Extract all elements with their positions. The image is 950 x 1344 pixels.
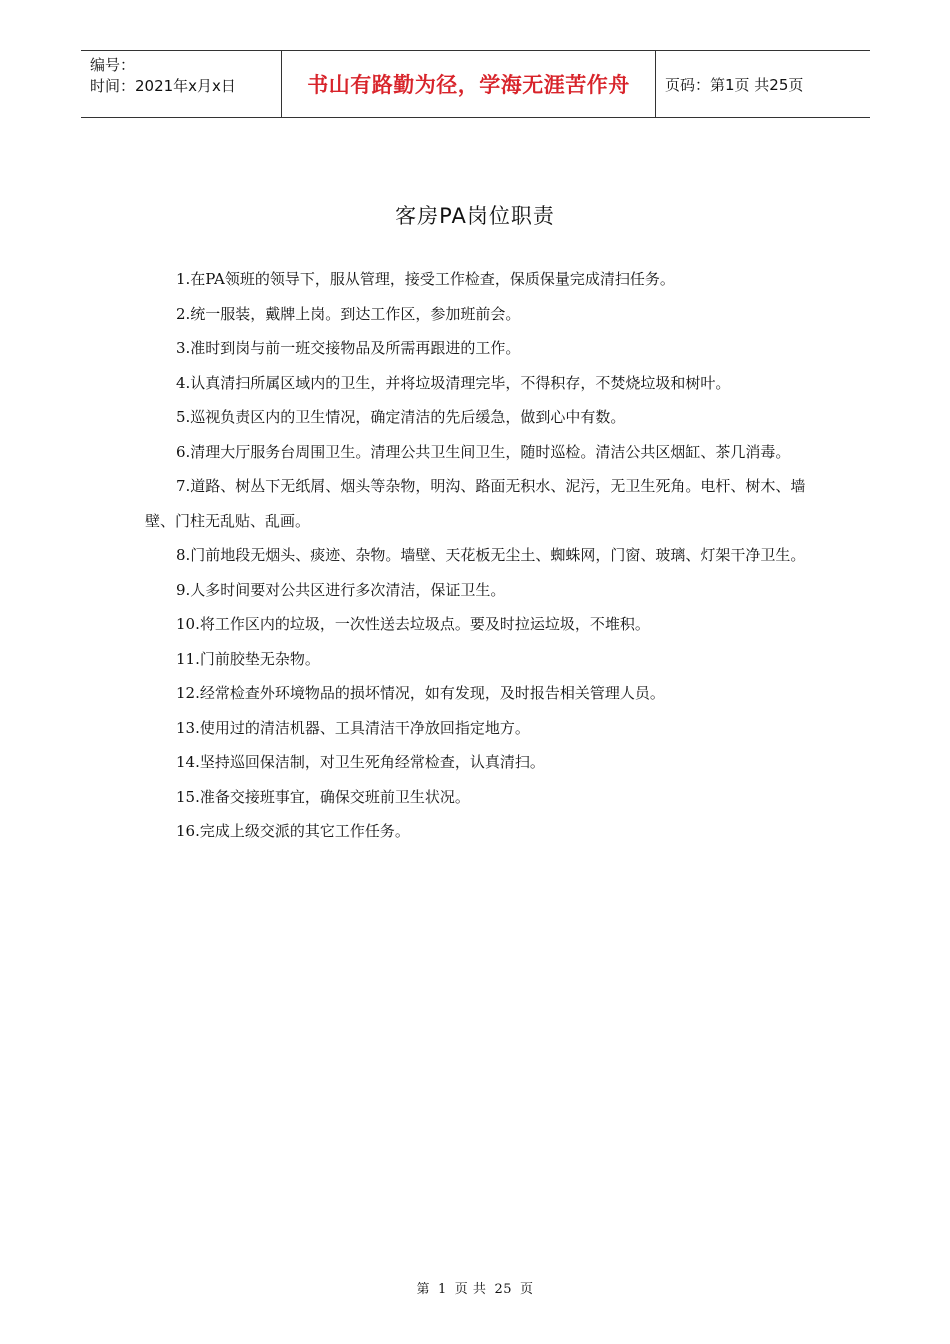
header-page-info: 页码：第1页 共25页 xyxy=(665,75,804,94)
time-label: 时间：2021年x月x日 xyxy=(90,77,236,95)
paragraph-12: 12.经常检查外环境物品的损坏情况，如有发现，及时报告相关管理人员。 xyxy=(176,684,665,702)
document-header xyxy=(81,50,870,118)
footer-page-mid: 页 共 xyxy=(454,1282,487,1297)
header-motto: 书山有路勤为径，学海无涯苦作舟 xyxy=(307,73,630,97)
footer-page-prefix: 第 xyxy=(416,1282,431,1297)
header-motto-cell xyxy=(282,51,656,117)
paragraph-14: 14.坚持巡回保洁制，对卫生死角经常检查，认真清扫。 xyxy=(176,753,545,771)
document-title: 客房PA岗位职责 xyxy=(395,204,555,228)
header-page-cell xyxy=(656,51,870,117)
paragraph-1: 1.在PA领班的领导下，服从管理，接受工作检查，保质保量完成清扫任务。 xyxy=(176,270,675,288)
paragraph-10: 10.将工作区内的垃圾，一次性送去垃圾点。要及时拉运垃圾，不堆积。 xyxy=(176,615,650,633)
paragraph-16: 16.完成上级交派的其它工作任务。 xyxy=(176,822,410,840)
paragraph-13: 13.使用过的清洁机器、工具清洁干净放回指定地方。 xyxy=(176,718,530,737)
paragraph-8: 8.门前地段无烟头、痰迹、杂物。墙壁、天花板无尘土、蜘蛛网，门窗、玻璃、灯架干净卫生。 xyxy=(176,546,806,564)
paragraph-7: 7.道路、树丛下无纸屑、烟头等杂物，明沟、路面无积水、泥污，无卫生死角。电杆、树木、墙壁、门柱无乱贴、乱画。 xyxy=(145,477,806,530)
paragraph-2: 2.统一服装，戴牌上岗。到达工作区，参加班前会。 xyxy=(176,304,521,323)
code-label: 编号： xyxy=(90,56,136,74)
paragraph-4: 4.认真清扫所属区域内的卫生，并将垃圾清理完毕，不得积存，不焚烧垃圾和树叶。 xyxy=(176,373,731,392)
header-meta-cell xyxy=(81,51,282,117)
paragraph-5: 5.巡视负责区内的卫生情况，确定清洁的先后缓急，做到心中有数。 xyxy=(176,408,626,426)
paragraph-3: 3.准时到岗与前一班交接物品及所需再跟进的工作。 xyxy=(176,339,521,357)
footer-page-suffix: 页 xyxy=(519,1282,534,1297)
footer-page-number: 1 xyxy=(438,1282,447,1297)
paragraph-6: 6.清理大厅服务台周围卫生。清理公共卫生间卫生，随时巡检。清洁公共区烟缸、茶几消毒。 xyxy=(176,442,791,461)
page-footer xyxy=(0,1278,950,1297)
paragraph-15: 15.准备交接班事宜，确保交班前卫生状况。 xyxy=(176,787,470,806)
paragraph-9: 9.人多时间要对公共区进行多次清洁，保证卫生。 xyxy=(176,580,506,599)
paragraph-11: 11.门前胶垫无杂物。 xyxy=(176,649,320,668)
footer-page-total: 25 xyxy=(494,1282,512,1297)
document-body xyxy=(145,262,810,849)
